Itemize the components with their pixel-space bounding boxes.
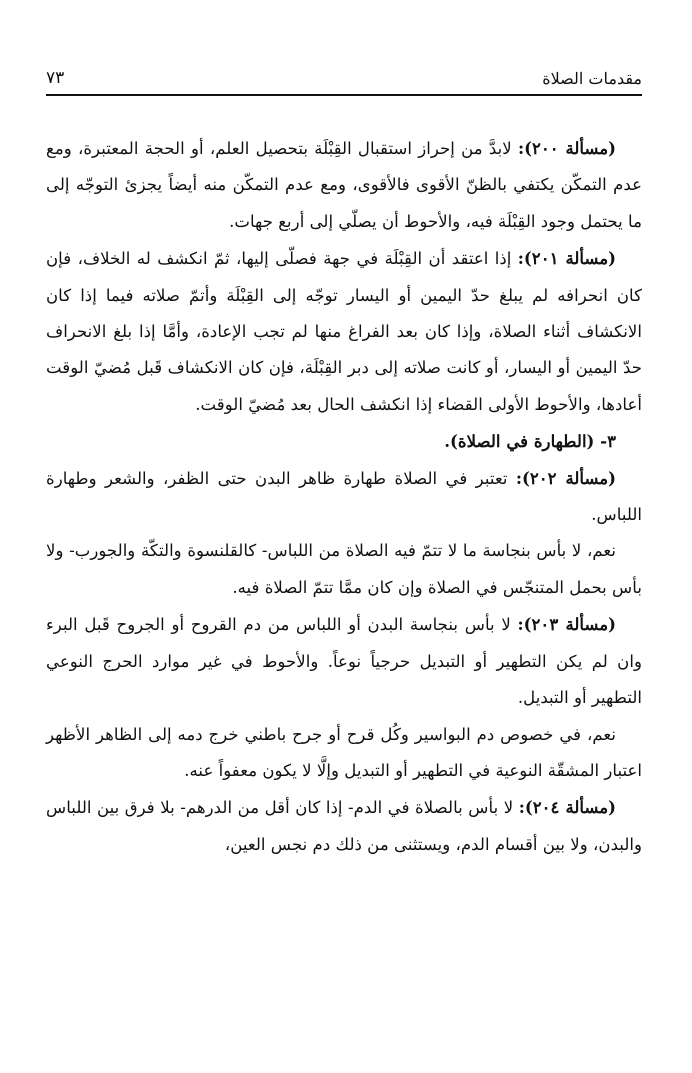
issue-label: (مسألة ٢٠١): [517,248,616,269]
issue-label: (مسألة ٢٠٠): [517,138,616,158]
page-number: ٧٣ [46,68,65,88]
paragraph-203-note: نعم، في خصوص دم البواسير وكُل قرح أو جرح باطني خرج دمه إلى الظاهر الأظهر اعتبار المشقّة النوعية في التطهير أو التبديل وإلَّا لا يكون معفواً عنه. [46,724,642,780]
issue-label: (مسألة ٢٠٤): [518,797,617,818]
paragraph-text: لابدَّ من إحراز استقبال القِبْلَة بتحصيل العلم، أو الحجة المعتبرة، ومع عدم التمكّن يكتفي بالظنّ الأقوى فالأقوى، ومع عدم التمكّن منه أيضاً يجزئ التوجّه إلى ما يحتمل وجود القِبْلَة فيه، والأحوط أن يصلّي إلى أربع جهات. [46,139,642,231]
paragraph-202 [46,460,642,534]
paragraph-text: إذا اعتقد أن القِبْلَة في جهة فصلّى إليها، ثمّ انكشف له الخلاف، فإن كان انحرافه لم يبلغ حدّ اليمين أو اليسار توجّه إلى القِبْلَة وأتمّ صلاته فيما إذا كان الانكشاف أثناء الصلاة، وإذا كان بعد الفراغ منها لم تجب الإعادة، وأمَّا إذا بلغ الانحراف حدّ اليمين أو اليسار، أو كانت صلاته إلى دبر القِبْلَة، فإن كان الانكشاف قَبل مُضيّ الوقت أعادها، والأحوط الأولى القضاء إذا انكشف الحال بعد مُضيّ الوقت. [46,249,642,414]
paragraph-204 [46,789,642,863]
issue-label: (مسألة ٢٠٢): [515,467,617,488]
chapter-title: مقدمات الصلاة [542,69,642,88]
paragraph-text: تعتبر في الصلاة طهارة ظاهر البدن حتى الظفر، والشعر وطهارة اللباس. [46,468,642,525]
paragraph-201 [46,240,642,423]
paragraph-202-note: نعم، لا بأس بنجاسة ما لا تتمّ فيه الصلاة من اللباس- كالقلنسوة والتكّة والجورب- ولا بأس بحمل المتنجّس في الصلاة وإن كان ممَّا تتمّ الصلاة فيه. [46,541,642,597]
paragraph-203 [46,606,642,716]
paragraph-text: لا بأس بنجاسة البدن أو اللباس من دم القروح أو الجروح قَبل البرء وان لم يكن التطهير أو التبديل حرجياً نوعاً. والأحوط في غير موارد الحرج النوعي التطهير أو التبديل. [46,615,642,708]
header-rule [46,94,642,96]
paragraph-text: لا بأس بالصلاة في الدم- إذا كان أقل من الدرهم- بلا فرق بين اللباس والبدن، ولا بين أقسام الدم، ويستثنى من ذلك دم نجس العين، [46,798,642,854]
book-page [46,0,642,1073]
issue-label: (مسألة ٢٠٣): [517,614,617,635]
paragraph-200 [46,130,642,240]
page-body [46,130,642,863]
section-heading: ٣- (الطهارة في الصلاة). [444,431,616,452]
running-header [46,62,642,88]
